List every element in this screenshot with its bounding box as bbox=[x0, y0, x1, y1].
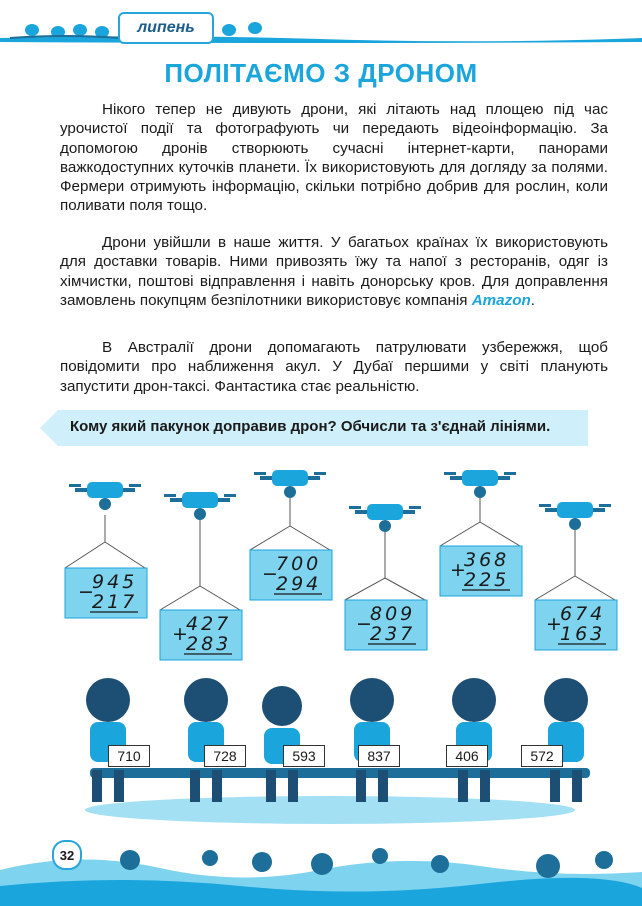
birds-left-icon bbox=[10, 8, 120, 42]
child-icon bbox=[184, 678, 228, 802]
paragraph-2-text: Дрони увійшли в наше життя. У багатьох країнах їх використовують для доставки товарів. Ними привозять їжу та напої з ресторанів, одяг із хімчистки, поштові відправлення і навіть донорську кров. Для доправлення замовлень покупцям безпілотники використовує компанія bbox=[60, 234, 608, 309]
page-title: ПОЛІТАЄМО З ДРОНОМ bbox=[164, 58, 478, 88]
drones-illustration bbox=[0, 450, 642, 670]
package-3-op: − bbox=[262, 563, 278, 585]
package-6-op: + bbox=[546, 613, 562, 635]
month-tab: липень bbox=[118, 12, 214, 44]
package-3-b: 294 bbox=[276, 573, 322, 595]
kids-icon bbox=[372, 848, 388, 864]
birds-right-icon bbox=[215, 8, 275, 42]
package-5-b: 225 bbox=[464, 569, 510, 591]
package-3-a: 700 bbox=[276, 553, 322, 575]
drone-icon bbox=[254, 470, 326, 498]
amazon-brand: Amazon bbox=[471, 291, 531, 309]
dog-icon bbox=[120, 850, 140, 870]
package-4-op: − bbox=[356, 613, 372, 635]
package-4-b: 237 bbox=[370, 623, 416, 645]
package-6-a: 674 bbox=[560, 603, 606, 625]
package-1-a: 945 bbox=[92, 571, 138, 593]
answer-card-5[interactable]: 406 bbox=[446, 745, 488, 767]
answer-card-6[interactable]: 572 bbox=[521, 745, 563, 767]
drone-icon bbox=[444, 470, 516, 498]
answer-card-4[interactable]: 837 bbox=[358, 745, 400, 767]
package-6-b: 163 bbox=[560, 623, 606, 645]
drone-icon bbox=[349, 504, 421, 532]
paragraph-3: В Австралії дрони допомагають патрулювати узбережжя, щоб повідомити про наближення акул. У Дубаї першими у світі планують запустити дрон-таксі. Фантастика стає реальністю. bbox=[60, 339, 608, 395]
package-2-a: 427 bbox=[186, 613, 232, 635]
apple-icon bbox=[595, 851, 613, 869]
footer-decoration bbox=[0, 830, 642, 906]
flower-icon bbox=[202, 850, 218, 866]
child-icon bbox=[544, 678, 588, 802]
paragraph-2 bbox=[60, 233, 608, 310]
bench bbox=[90, 768, 590, 778]
answer-card-2[interactable]: 728 bbox=[204, 745, 246, 767]
duck-icon bbox=[431, 855, 449, 873]
paragraph-2-end: . bbox=[530, 291, 536, 309]
pumpkin-icon bbox=[311, 853, 333, 875]
answer-card-3[interactable]: 593 bbox=[283, 745, 325, 767]
child-icon bbox=[86, 678, 130, 802]
package-2-op: + bbox=[172, 623, 188, 645]
package-1-op: − bbox=[78, 581, 94, 603]
paragraph-1: Нікого тепер не дивують дрони, які літають над площею під час урочистої події та фотографують чи передають відеоінформацію. За допомогою дронів створюють сучасні інтернет-карти, панорами важкодоступних куточків планети. Їх використовують для догляду за полями. Фермери отримують інформацію, скільки потрібно добрив для рослин, коли поливати поля тощо. bbox=[60, 101, 608, 215]
answer-card-1[interactable]: 710 bbox=[108, 745, 150, 767]
drone-icon bbox=[164, 492, 236, 520]
drone-icon bbox=[539, 502, 611, 530]
package-4-a: 809 bbox=[370, 603, 416, 625]
page-number: 32 bbox=[52, 840, 82, 870]
child-icon bbox=[262, 686, 302, 802]
package-5-a: 368 bbox=[464, 549, 510, 571]
package-2-b: 283 bbox=[186, 633, 232, 655]
drone-icon bbox=[69, 482, 141, 510]
rooster-icon bbox=[252, 852, 272, 872]
sheep-icon bbox=[536, 854, 560, 878]
package-5-op: + bbox=[450, 559, 466, 581]
package-1-b: 217 bbox=[92, 591, 138, 613]
child-icon bbox=[452, 678, 496, 802]
task-instruction: Кому який пакунок доправив дрон? Обчисли та з'єднай лініями. bbox=[70, 418, 551, 435]
child-icon bbox=[350, 678, 394, 802]
